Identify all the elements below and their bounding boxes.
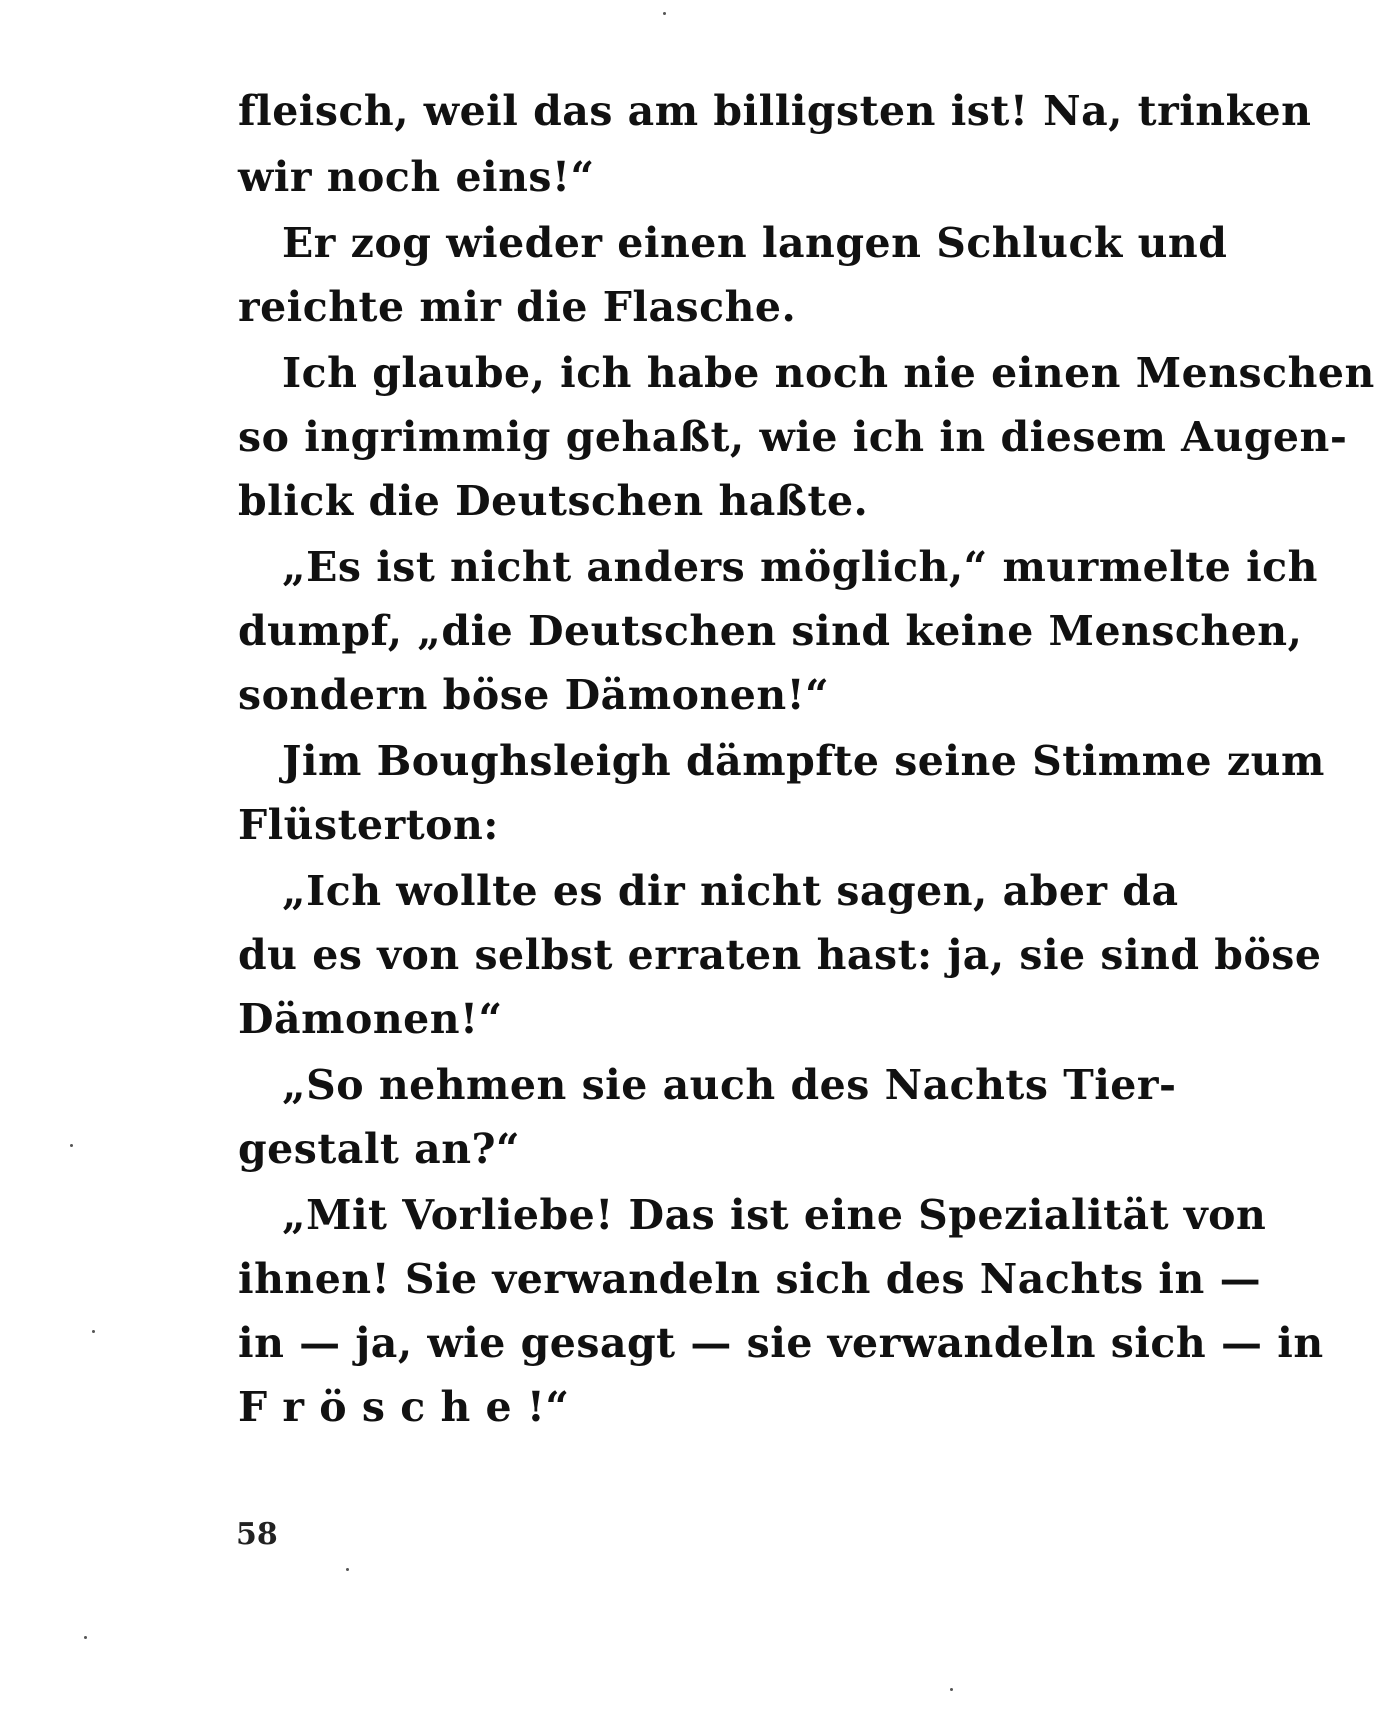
text-line: Jim Boughsleigh dämpfte seine Stimme zum (282, 737, 1325, 785)
text-line: gestalt an?“ (238, 1125, 521, 1173)
text-line: Dämonen!“ (238, 995, 503, 1043)
text-line: F r ö s c h e !“ (238, 1383, 570, 1431)
text-line: Ich glaube, ich habe noch nie einen Menschen (282, 349, 1375, 397)
text-line: wir noch eins!“ (238, 153, 595, 201)
scan-speck (92, 1330, 95, 1333)
text-line: Flüsterton: (238, 801, 499, 849)
text-line: „Mit Vorliebe! Das ist eine Spezialität von (282, 1191, 1267, 1239)
text-line: blick die Deutschen haßte. (238, 477, 869, 525)
text-line: sondern böse Dämonen!“ (238, 671, 830, 719)
text-line: du es von selbst erraten hast: ja, sie sind böse (238, 931, 1322, 979)
scan-speck (950, 1688, 953, 1691)
text-line: reichte mir die Flasche. (238, 283, 797, 331)
scan-speck (84, 1636, 87, 1639)
page-number: 58 (236, 1517, 278, 1552)
text-line: dumpf, „die Deutschen sind keine Menschen, (238, 607, 1303, 655)
text-line: fleisch, weil das am billigsten ist! Na, trinken (238, 87, 1312, 135)
text-line: in — ja, wie gesagt — sie verwandeln sich — in (238, 1319, 1324, 1367)
text-line: „Es ist nicht anders möglich,“ murmelte ich (282, 543, 1318, 591)
text-line: ihnen! Sie verwandeln sich des Nachts in — (238, 1255, 1262, 1303)
text-line: so ingrimmig gehaßt, wie ich in diesem Augen- (238, 413, 1348, 461)
text-line: „So nehmen sie auch des Nachts Tier- (282, 1061, 1177, 1109)
scan-speck (70, 1144, 73, 1147)
scan-speck (346, 1568, 349, 1571)
scan-speck (663, 12, 666, 15)
text-line: „Ich wollte es dir nicht sagen, aber da (282, 867, 1179, 915)
text-line: Er zog wieder einen langen Schluck und (282, 219, 1228, 267)
